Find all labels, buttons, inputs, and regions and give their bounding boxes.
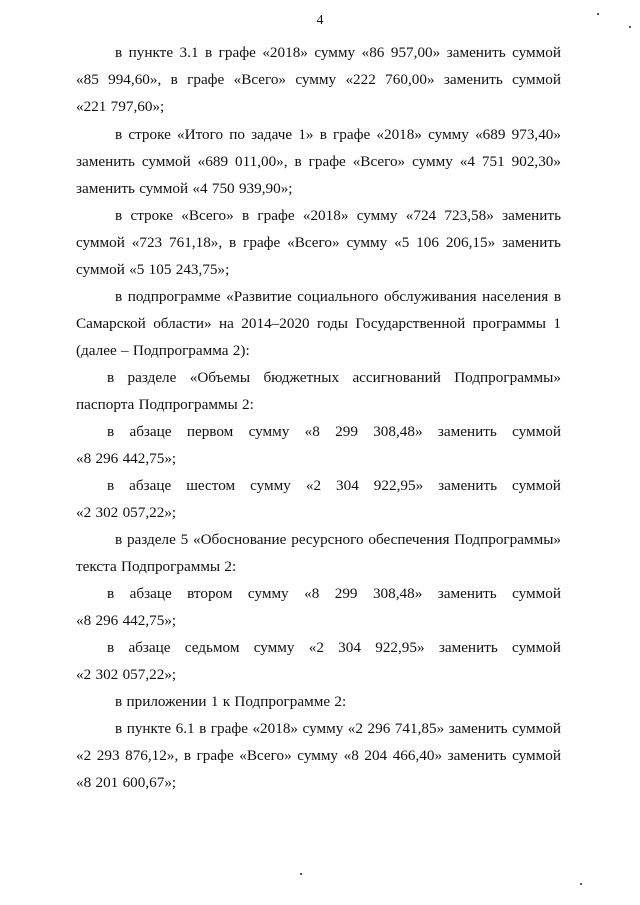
text-line: суммой «723 761,18», в графе «Всего» сумму «5 106 206,15» заменить xyxy=(76,234,561,251)
text-line: в строке «Итого по задаче 1» в графе «2018» сумму «689 973,40» xyxy=(115,126,561,143)
scan-speck xyxy=(629,26,631,28)
text-line: в абзаце первом сумму «8 299 308,48» заменить суммой xyxy=(107,423,561,440)
text-line: в разделе «Объемы бюджетных ассигнований Подпрограммы» xyxy=(107,369,561,386)
text-line: в абзаце шестом сумму «2 304 922,95» заменить суммой xyxy=(107,477,561,494)
text-line: «221 797,60»; xyxy=(76,98,165,115)
text-line: Самарской области» на 2014–2020 годы Государственной программы 1 xyxy=(76,315,561,332)
text-line: «8 201 600,67»; xyxy=(76,774,177,791)
text-line: «8 296 442,75»; xyxy=(76,450,177,467)
text-line: в абзаце втором сумму «8 299 308,48» заменить суммой xyxy=(107,585,561,602)
page-number: 4 xyxy=(316,13,324,28)
scan-speck xyxy=(597,13,599,15)
text-line: в пункте 3.1 в графе «2018» сумму «86 957,00» заменить суммой xyxy=(115,44,561,61)
text-line: в строке «Всего» в графе «2018» сумму «724 723,58» заменить xyxy=(115,207,561,224)
text-line: в абзаце седьмом сумму «2 304 922,95» заменить суммой xyxy=(107,639,561,656)
text-line: в разделе 5 «Обоснование ресурсного обеспечения Подпрограммы» xyxy=(115,531,561,548)
text-line: «2 293 876,12», в графе «Всего» сумму «8 204 466,40» заменить суммой xyxy=(76,747,561,764)
text-line: «8 296 442,75»; xyxy=(76,612,177,629)
scan-speck xyxy=(300,873,302,875)
text-line: в приложении 1 к Подпрограмме 2: xyxy=(115,693,347,710)
text-line: в подпрограмме «Развитие социального обслуживания населения в xyxy=(115,288,561,305)
text-line: «2 302 057,22»; xyxy=(76,666,177,683)
text-line: (далее – Подпрограмма 2): xyxy=(76,342,250,359)
text-line: заменить суммой «689 011,00», в графе «Всего» сумму «4 751 902,30» xyxy=(76,153,561,170)
text-line: текста Подпрограммы 2: xyxy=(76,558,237,575)
text-line: в пункте 6.1 в графе «2018» сумму «2 296 741,85» заменить суммой xyxy=(115,720,561,737)
text-line: «85 994,60», в графе «Всего» сумму «222 760,00» заменить суммой xyxy=(76,71,561,88)
text-line: суммой «5 105 243,75»; xyxy=(76,261,230,278)
text-line: паспорта Подпрограммы 2: xyxy=(76,396,254,413)
scan-speck xyxy=(580,883,582,885)
text-line: заменить суммой «4 750 939,90»; xyxy=(76,180,293,197)
text-line: «2 302 057,22»; xyxy=(76,504,177,521)
